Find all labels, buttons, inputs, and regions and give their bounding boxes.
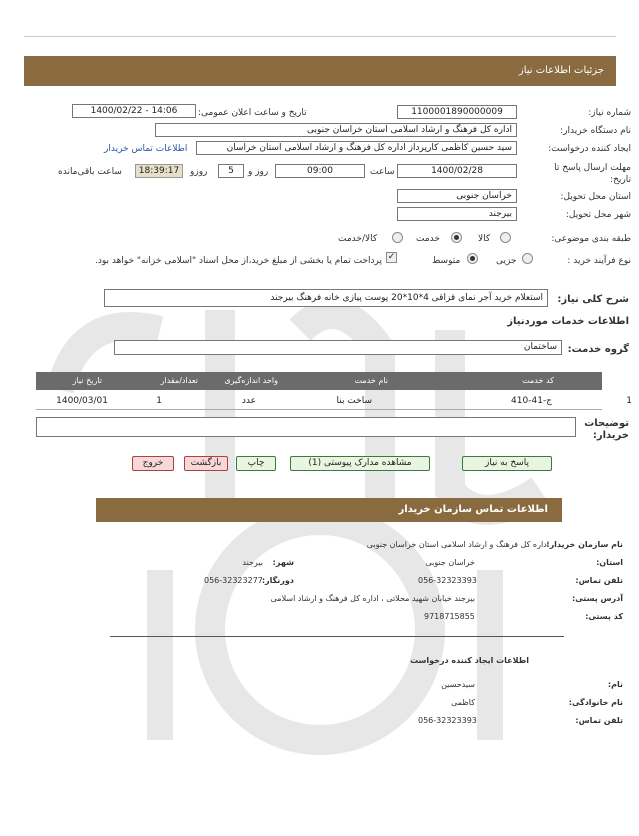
col-unit: واحد اندازه‌گیری bbox=[224, 376, 278, 385]
contact-address-label: آدرس پستی: bbox=[572, 594, 623, 603]
attachments-button[interactable]: مشاهده مدارک پیوستی (1) bbox=[290, 456, 430, 471]
treasury-checkbox[interactable]: ✓ bbox=[387, 252, 396, 262]
col-qty: تعداد/مقدار bbox=[160, 376, 198, 385]
org-name-label: نام سازمان خریدار: bbox=[546, 540, 623, 549]
creator-phone-label: تلفن تماس: bbox=[575, 716, 623, 725]
cell-row: 1 bbox=[626, 396, 632, 406]
contact-address-value: بیرجند خیابان شهید محلاتی ، اداره کل فرهنگ و ارشاد اسلامی bbox=[270, 594, 475, 603]
service-group-field: ساختمان bbox=[114, 340, 562, 355]
cell-unit: عدد bbox=[241, 396, 256, 406]
radio-partial-label: جزیی bbox=[496, 256, 517, 266]
need-number-field: 1100001890000009 bbox=[397, 105, 517, 119]
payment-note: پرداخت تمام یا بخشی از مبلغ خرید،از محل اسناد "اسلامی خزانه" خواهد بود. bbox=[94, 256, 382, 266]
radio-medium[interactable] bbox=[467, 253, 478, 264]
contact-province-value: خراسان جنوبی bbox=[425, 558, 475, 567]
time-label: ساعت bbox=[370, 167, 395, 177]
radio-service-label: خدمت bbox=[416, 234, 440, 244]
back-button[interactable]: بازگشت bbox=[184, 456, 228, 471]
contact-phone-value: 056-32323393 bbox=[418, 576, 477, 585]
contact-province-label: استان: bbox=[596, 558, 623, 567]
need-number-label: شماره نیاز: bbox=[588, 108, 631, 118]
radio-goods-service[interactable] bbox=[392, 232, 403, 243]
countdown-timer: 18:39:17 bbox=[135, 164, 183, 178]
summary-field: استعلام خرید آجر نمای قزاقی 4*10*20 پوست پیازی خانه فرهنگ بیرجند bbox=[104, 289, 548, 307]
buyer-contact-link[interactable]: اطلاعات تماس خریدار bbox=[104, 144, 188, 154]
creator-phone-value: 056-32323393 bbox=[418, 716, 477, 725]
radio-partial[interactable] bbox=[522, 253, 533, 264]
contact-fax-value: 056-32323277 bbox=[204, 576, 263, 585]
table-row bbox=[36, 392, 632, 410]
summary-label: شرح کلی نیاز: bbox=[557, 294, 629, 305]
breadcrumb: جزئیات اطلاعات نیاز bbox=[518, 65, 604, 76]
deadline-time-field: 09:00 bbox=[275, 164, 365, 178]
creator-family-value: کاظمی bbox=[451, 698, 475, 707]
reply-button[interactable]: پاسخ به نیاز bbox=[462, 456, 552, 471]
province-label: استان محل تحویل: bbox=[560, 192, 631, 202]
col-date: تاریخ نیاز bbox=[72, 376, 102, 385]
city-label: شهر محل تحویل: bbox=[565, 210, 631, 220]
process-label: نوع فرآیند خرید : bbox=[567, 256, 631, 266]
print-button[interactable]: چاپ bbox=[236, 456, 276, 471]
org-name-value: اداره کل فرهنگ و ارشاد اسلامی استان خراسان جنوبی bbox=[366, 540, 549, 549]
section-divider bbox=[110, 636, 564, 637]
radio-service[interactable] bbox=[451, 232, 462, 243]
col-row: ردیف bbox=[614, 376, 632, 385]
cell-date: 1400/03/01 bbox=[56, 396, 108, 406]
service-group-label: گروه خدمت: bbox=[567, 344, 629, 355]
page-title-bar bbox=[24, 56, 616, 86]
radio-medium-label: متوسط bbox=[432, 256, 461, 266]
cell-name: ساخت بنا bbox=[336, 396, 372, 406]
contact-postal-value: 9718715855 bbox=[424, 612, 475, 621]
radio-goods-label: کالا bbox=[478, 234, 491, 244]
contact-fax-label: دورنگار: bbox=[261, 576, 294, 585]
contact-phone-label: تلفن تماس: bbox=[575, 576, 623, 585]
days-text: روزو bbox=[190, 167, 208, 177]
buyer-org-label: نام دستگاه خریدار: bbox=[560, 126, 631, 136]
buyer-org-field: اداره کل فرهنگ و ارشاد اسلامی استان خراسان جنوبی bbox=[155, 123, 517, 137]
cell-code: ج-41-410 bbox=[511, 396, 552, 406]
deadline-date-field: 1400/02/28 bbox=[397, 164, 517, 178]
radio-goods[interactable] bbox=[500, 232, 511, 243]
services-title: اطلاعات خدمات موردنیاز bbox=[507, 316, 629, 327]
radio-goods-service-label: کالا/خدمت bbox=[338, 234, 378, 244]
contact-postal-label: کد پستی: bbox=[585, 612, 623, 621]
contact-section-title: اطلاعات تماس سازمان خریدار bbox=[398, 504, 548, 515]
announce-label: تاریخ و ساعت اعلان عمومی: bbox=[198, 108, 307, 118]
creator-title: اطلاعات ایجاد کننده درخواست bbox=[410, 656, 529, 665]
creator-name-label: نام: bbox=[607, 680, 623, 689]
buyer-notes-field bbox=[36, 417, 576, 437]
creator-name-value: سیدحسین bbox=[441, 680, 475, 689]
creator-family-label: نام خانوادگی: bbox=[568, 698, 623, 707]
announce-field: 1400/02/22 - 14:06 bbox=[72, 104, 196, 118]
contact-city-value: بیرجند bbox=[242, 558, 263, 567]
contact-city-label: شهر: bbox=[272, 558, 294, 567]
days-field: 5 bbox=[218, 164, 244, 178]
top-divider bbox=[24, 36, 616, 37]
contact-section-header bbox=[96, 498, 562, 522]
requester-field: سید حسین کاظمی کارپرداز اداره کل فرهنگ و ارشاد اسلامی استان خراسان bbox=[196, 141, 517, 155]
col-code: کد خدمت bbox=[522, 376, 554, 385]
services-table-header bbox=[36, 372, 632, 390]
city-field: بیرجند bbox=[397, 207, 517, 221]
category-label: طبقه بندی موضوعی: bbox=[551, 234, 631, 244]
days-label: روز و bbox=[248, 167, 269, 177]
deadline-label: مهلت ارسال پاسخ تا تاریخ: bbox=[554, 163, 631, 185]
buyer-notes-label: توضیحات خریدار: bbox=[584, 418, 629, 441]
cell-qty: 1 bbox=[156, 396, 162, 406]
col-name: نام خدمت bbox=[354, 376, 388, 385]
province-field: خراسان جنوبی bbox=[397, 189, 517, 203]
exit-button[interactable]: خروج bbox=[132, 456, 174, 471]
requester-label: ایجاد کننده درخواست: bbox=[548, 144, 631, 154]
remaining-label: ساعت باقی‌مانده bbox=[58, 167, 122, 177]
